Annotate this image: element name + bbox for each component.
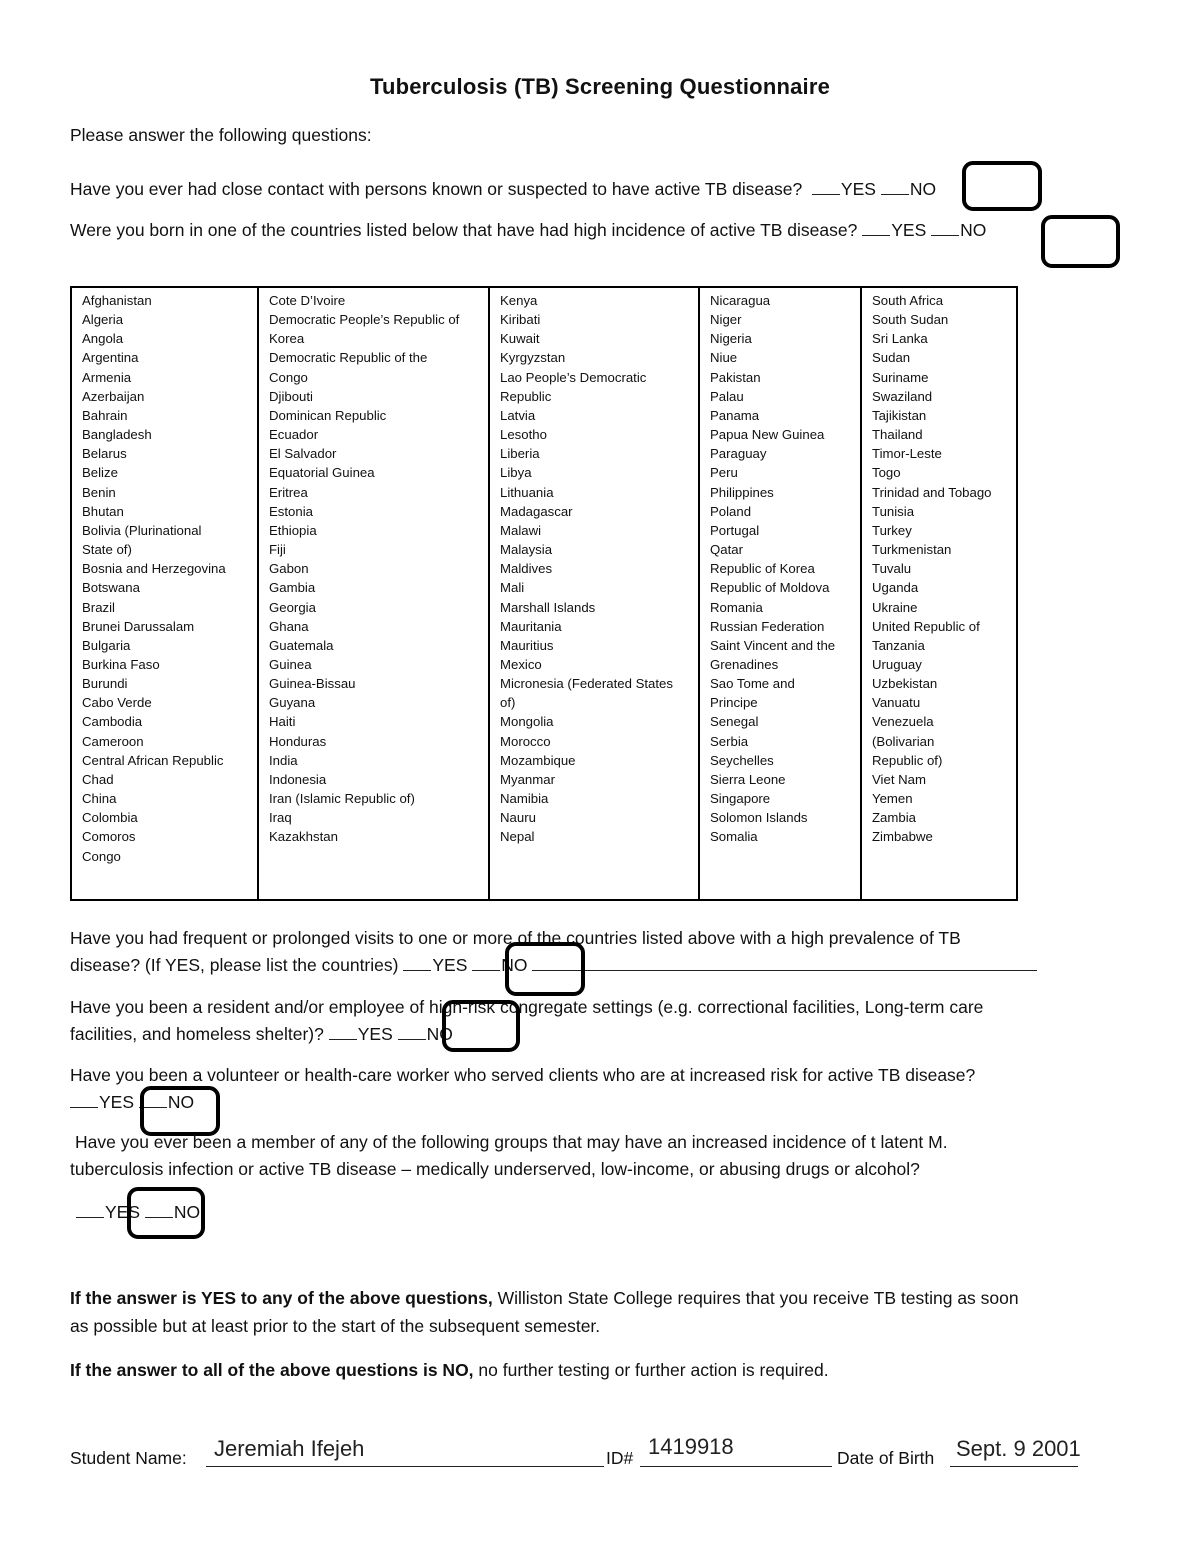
countries-list-field[interactable] (532, 954, 1037, 971)
country-item: Sudan (872, 350, 911, 366)
country-item: Comoros (82, 829, 136, 845)
country-column (71, 287, 258, 900)
country-item: Senegal (710, 714, 759, 730)
yes-option[interactable]: YES (432, 955, 468, 975)
country-item: Qatar (710, 542, 743, 558)
question-risk-groups (70, 1129, 1130, 1226)
country-item: Namibia (500, 791, 549, 807)
country-item: Tunisia (872, 503, 915, 519)
no-answer-circle (127, 1187, 205, 1239)
country-item: Nigeria (710, 331, 752, 347)
country-item: Kazakhstan (269, 829, 338, 845)
country-item: Palau (710, 388, 744, 404)
country-item: Libya (500, 465, 532, 481)
country-item: Uruguay (872, 656, 922, 672)
country-item: Guatemala (269, 637, 334, 653)
country-item: Honduras (269, 733, 327, 749)
country-item: Uzbekistan (872, 676, 938, 692)
yes-option[interactable]: YES (357, 1024, 393, 1044)
country-item: Estonia (269, 503, 313, 519)
country-column (861, 287, 1017, 900)
yes-instruction-text: Williston State College requires that you receive TB testing as soon (492, 1288, 1019, 1308)
question-text: Have you had frequent or prolonged visits to one or more of the countries listed above with a high prevalence of TB (70, 928, 961, 948)
country-item: Poland (710, 503, 752, 519)
no-instruction (70, 1356, 1140, 1384)
country-item: Paraguay (710, 446, 767, 462)
student-name-field[interactable]: Jeremiah Ifejeh (214, 1436, 365, 1461)
country-item: Bhutan (82, 503, 124, 519)
country-item: Nepal (500, 829, 535, 845)
country-item: Congo (82, 848, 121, 864)
no-option[interactable]: NO (501, 955, 528, 975)
country-item: Yemen (872, 791, 913, 807)
country-item: Lithuania (500, 484, 554, 500)
country-item: Zambia (872, 810, 916, 826)
country-item: Haiti (269, 714, 296, 730)
country-item: Sao Tome and (710, 676, 795, 692)
country-item: South Sudan (872, 312, 949, 328)
country-item: Tuvalu (872, 561, 912, 577)
question-visits (70, 925, 1130, 979)
question-congregate (70, 994, 1130, 1048)
country-item: Lao People’s Democratic (500, 369, 647, 385)
id-line (640, 1466, 832, 1467)
id-field[interactable]: 1419918 (648, 1434, 734, 1459)
country-item: Fiji (269, 542, 286, 558)
answer-blank[interactable] (881, 178, 909, 195)
country-item: Botswana (82, 580, 140, 596)
question-text: Have you been a resident and/or employee of high-risk congregate settings (e.g. correctional facilities, Long-term care (70, 997, 984, 1017)
country-item: Ecuador (269, 427, 319, 443)
country-item: Azerbaijan (82, 388, 145, 404)
dob-label: Date of Birth (837, 1448, 935, 1468)
country-item: Viet Nam (872, 771, 926, 787)
country-item: Philippines (710, 484, 774, 500)
country-item: Mongolia (500, 714, 554, 730)
yes-option[interactable]: YES (891, 220, 927, 240)
country-item: Uganda (872, 580, 919, 596)
country-item: Republic of Moldova (710, 580, 830, 596)
country-column (489, 287, 699, 900)
country-item: Tajikistan (872, 407, 927, 423)
country-item: Nauru (500, 810, 536, 826)
dob-field[interactable]: Sept. 9 2001 (956, 1436, 1081, 1461)
country-item: South Africa (872, 293, 944, 308)
country-item: United Republic of (872, 618, 980, 634)
question-born-country (70, 217, 986, 244)
country-item: Timor-Leste (872, 446, 942, 462)
country-item: Mexico (500, 656, 542, 672)
country-item: Cabo Verde (82, 695, 152, 711)
country-item: Republic (500, 388, 552, 404)
country-item: of) (500, 695, 516, 711)
no-option[interactable]: NO (909, 179, 937, 199)
country-item: Algeria (82, 312, 124, 328)
country-item: Guyana (269, 695, 316, 711)
country-item: Venezuela (872, 714, 934, 730)
country-item: China (82, 791, 117, 807)
country-item: Marshall Islands (500, 599, 596, 615)
question-text: Have you been a volunteer or health-care worker who served clients who are at increased risk for active TB disease? (70, 1065, 976, 1085)
country-item: Mozambique (500, 752, 576, 768)
country-item: Congo (269, 369, 308, 385)
yes-option[interactable]: YES (105, 1202, 141, 1222)
country-item: Gambia (269, 580, 316, 596)
country-item: Togo (872, 465, 901, 481)
country-item: Morocco (500, 733, 551, 749)
no-option[interactable]: NO (173, 1202, 201, 1222)
country-item: Russian Federation (710, 618, 825, 634)
country-item: Zimbabwe (872, 829, 933, 845)
country-item: Portugal (710, 522, 760, 538)
dob-line (950, 1466, 1078, 1467)
country-item: Lesotho (500, 427, 547, 443)
country-item: Argentina (82, 350, 139, 366)
country-item: Cote D’Ivoire (269, 293, 346, 308)
country-item: Brazil (82, 599, 115, 615)
country-item: (Bolivarian (872, 733, 935, 749)
country-item: Papua New Guinea (710, 427, 825, 443)
country-table (70, 286, 1018, 901)
country-item: Kuwait (500, 331, 540, 347)
country-item: Kenya (500, 293, 538, 308)
answer-blank[interactable] (398, 1023, 426, 1040)
country-column (258, 287, 489, 900)
answer-blank[interactable] (329, 1023, 357, 1040)
country-item: Nicaragua (710, 293, 771, 308)
country-item: Eritrea (269, 484, 308, 500)
country-item: Sri Lanka (872, 331, 928, 347)
question-text: facilities, and homeless shelter)? (70, 1024, 324, 1044)
country-item: Sierra Leone (710, 771, 786, 787)
no-option[interactable]: NO (426, 1024, 453, 1044)
country-item: Dominican Republic (269, 407, 387, 423)
no-answer-circle (962, 161, 1042, 211)
page-title: Tuberculosis (TB) Screening Questionnaire (369, 74, 831, 99)
answer-blank[interactable] (812, 178, 840, 195)
answer-blank[interactable] (70, 1091, 98, 1108)
country-item: Afghanistan (82, 293, 152, 308)
country-item: Myanmar (500, 771, 555, 787)
country-item: El Salvador (269, 446, 337, 462)
country-item: Pakistan (710, 369, 761, 385)
country-item: Bangladesh (82, 427, 152, 443)
country-column (699, 287, 861, 900)
country-item: Thailand (872, 427, 923, 443)
question-text: disease? (If YES, please list the countries) (70, 955, 399, 975)
country-item: Brunei Darussalam (82, 618, 195, 634)
country-item: Bosnia and Herzegovina (82, 561, 226, 577)
answer-blank[interactable] (76, 1201, 104, 1218)
id-label: ID# (606, 1448, 634, 1468)
answer-blank[interactable] (472, 954, 500, 971)
yes-instruction (70, 1284, 1140, 1340)
question-health-worker (70, 1062, 1130, 1116)
intro-text: Please answer the following questions: (70, 125, 372, 145)
country-item: Turkmenistan (872, 542, 952, 558)
country-item: Gabon (269, 561, 309, 577)
country-item: Serbia (710, 733, 749, 749)
country-item: Principe (710, 695, 758, 711)
country-item: Seychelles (710, 752, 774, 768)
country-item: Korea (269, 331, 305, 347)
yes-option[interactable]: YES (840, 179, 876, 199)
country-item: Romania (710, 599, 763, 615)
country-item: Republic of) (872, 752, 943, 768)
no-answer-circle (505, 942, 585, 996)
country-item: Cameroon (82, 733, 144, 749)
country-item: Djibouti (269, 388, 313, 404)
country-item: Mali (500, 580, 525, 596)
country-item: Malawi (500, 522, 542, 538)
country-item: Bulgaria (82, 637, 131, 653)
country-item: Ethiopia (269, 522, 317, 538)
question-text: tuberculosis infection or active TB disease – medically underserved, low-income, or abusing drugs or alcohol? (70, 1159, 920, 1179)
country-item: Liberia (500, 446, 540, 462)
country-item: Niger (710, 312, 742, 328)
country-item: Iraq (269, 810, 292, 826)
country-item: Mauritius (500, 637, 554, 653)
country-item: Central African Republic (82, 752, 224, 768)
country-item: Turkey (872, 522, 912, 538)
country-item: Colombia (82, 810, 138, 826)
country-item: Tanzania (872, 637, 925, 653)
student-name-line (206, 1466, 604, 1467)
country-item: Kyrgyzstan (500, 350, 566, 366)
country-item: Somalia (710, 829, 758, 845)
no-option[interactable]: NO (960, 220, 987, 240)
student-name-label: Student Name: (70, 1448, 187, 1468)
country-item: Vanuatu (872, 695, 921, 711)
country-item: Guinea (269, 656, 312, 672)
no-answer-circle (1041, 215, 1120, 268)
country-item: Madagascar (500, 503, 573, 519)
question-close-contact (70, 176, 936, 203)
yes-instruction-bold: If the answer is YES to any of the above questions, (70, 1288, 493, 1308)
country-item: Bolivia (Plurinational (82, 522, 202, 538)
country-item: Panama (710, 407, 760, 423)
no-instruction-bold: If the answer to all of the above questions is NO, (70, 1360, 474, 1380)
country-item: Solomon Islands (710, 810, 808, 826)
question-text: Were you born in one of the countries listed below that have had high incidence of active TB disease? (70, 220, 858, 240)
yes-option[interactable]: YES (99, 1092, 135, 1112)
country-item: Georgia (269, 599, 316, 615)
no-instruction-text: no further testing or further action is required. (473, 1360, 829, 1380)
country-item: Equatorial Guinea (269, 465, 375, 481)
country-item: Belarus (82, 446, 127, 462)
country-item: Singapore (710, 791, 771, 807)
answer-blank[interactable] (403, 954, 431, 971)
country-item: State of) (82, 542, 132, 558)
country-item: Kiribati (500, 312, 541, 328)
country-item: Democratic People’s Republic of (269, 312, 460, 328)
country-item: Niue (710, 350, 738, 366)
country-item: Trinidad and Tobago (872, 484, 992, 500)
country-item: Ghana (269, 618, 309, 634)
country-item: Guinea-Bissau (269, 676, 356, 692)
country-item: Belize (82, 465, 118, 481)
country-item: Saint Vincent and the (710, 637, 836, 653)
country-item: Grenadines (710, 656, 779, 672)
country-item: Micronesia (Federated States (500, 676, 673, 692)
country-item: Indonesia (269, 771, 327, 787)
country-item: Ukraine (872, 599, 918, 615)
question-text: Have you ever been a member of any of the following groups that may have an increased incidence of t latent M. (75, 1132, 948, 1152)
country-item: Angola (82, 331, 124, 347)
country-item: Suriname (872, 369, 929, 385)
country-item: Benin (82, 484, 116, 500)
country-item: Malaysia (500, 542, 553, 558)
yes-instruction-line2: as possible but at least prior to the start of the subsequent semester. (70, 1316, 601, 1336)
question-text: Have you ever had close contact with persons known or suspected to have active TB disease? (70, 179, 803, 199)
no-answer-circle (442, 1000, 520, 1052)
country-item: India (269, 752, 298, 768)
country-item: Latvia (500, 407, 536, 423)
country-item: Republic of Korea (710, 561, 815, 577)
country-item: Swaziland (872, 388, 933, 404)
country-item: Burkina Faso (82, 656, 160, 672)
country-item: Armenia (82, 369, 132, 385)
answer-blank[interactable] (931, 219, 959, 236)
country-item: Democratic Republic of the (269, 350, 428, 366)
country-item: Mauritania (500, 618, 562, 634)
country-item: Bahrain (82, 407, 128, 423)
country-item: Burundi (82, 676, 128, 692)
answer-blank[interactable] (862, 219, 890, 236)
country-item: Maldives (500, 561, 553, 577)
country-item: Cambodia (82, 714, 143, 730)
country-item: Peru (710, 465, 738, 481)
no-option[interactable]: NO (167, 1092, 195, 1112)
country-item: Iran (Islamic Republic of) (269, 791, 415, 807)
country-item: Chad (82, 771, 114, 787)
